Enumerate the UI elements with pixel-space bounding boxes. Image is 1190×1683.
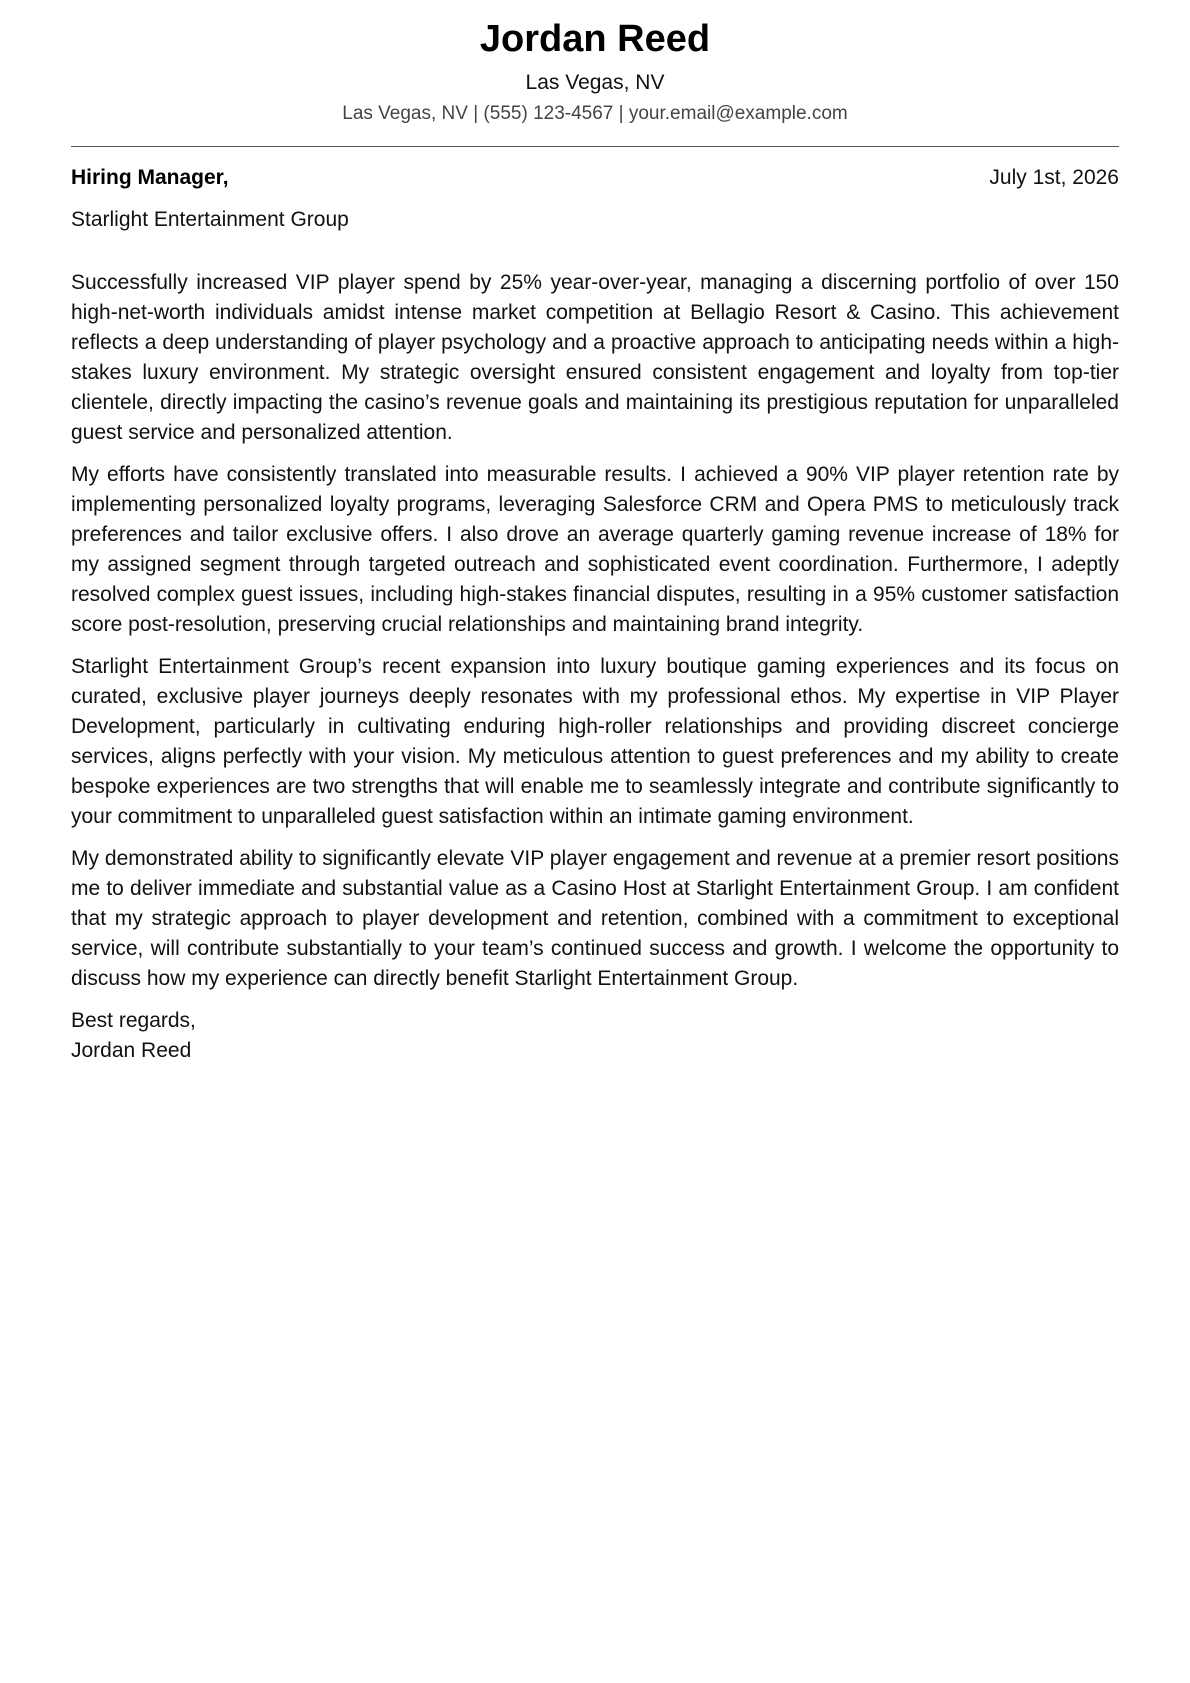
body-paragraph-1: Successfully increased VIP player spend by 25% year-over-year, managing a discerning portfolio of over 150 high-net-worth individuals amidst intense market competition at Bellagio Resort & Casino. This achievement reflects a deep understanding of player psychology and a proactive approach to anticipating needs within a high-stakes luxury environment. My strategic oversight ensured consistent engagement and loyalty from top-tier clientele, directly impacting the casino’s revenue goals and maintaining its prestigious reputation for unparalleled guest service and personalized attention. [71,271,1119,444]
recipient-salutation: Hiring Manager, [71,166,229,189]
letter-header [71,0,1119,128]
recipient-company: Starlight Entertainment Group [71,208,349,231]
body-paragraph-3: Starlight Entertainment Group’s recent expansion into luxury boutique gaming experiences and its focus on curated, exclusive player journeys deeply resonates with my professional ethos. My expertise in VIP Player Development, particularly in cultivating enduring high-roller relationships and providing discreet concierge services, aligns perfectly with your vision. My meticulous attention to guest preferences and my ability to create bespoke experiences are two strengths that will enable me to seamlessly integrate and contribute significantly to your commitment to unparalleled guest satisfaction within an intimate gaming environment. [71,655,1119,828]
body-paragraph-2: My efforts have consistently translated into measurable results. I achieved a 90% VIP player retention rate by implementing personalized loyalty programs, leveraging Salesforce CRM and Opera PMS to meticulously track preferences and tailor exclusive offers. I also drove an average quarterly gaming revenue increase of 18% for my assigned segment through targeted outreach and sophisticated event coordination. Furthermore, I adeptly resolved complex guest issues, including high-stakes financial disputes, resulting in a 95% customer satisfaction score post-resolution, preserving crucial relationships and maintaining brand integrity. [71,463,1119,636]
header-divider [71,146,1119,147]
letter-body [71,268,1119,994]
applicant-name: Jordan Reed [479,18,711,60]
body-paragraph-4: My demonstrated ability to significantly elevate VIP player engagement and revenue at a premier resort positions me to deliver immediate and substantial value as a Casino Host at Starlight Entertainment Group. I am confident that my strategic approach to player development and retention, combined with a commitment to exceptional service, will contribute substantially to your team’s continued success and growth. I welcome the opportunity to discuss how my experience can directly benefit Starlight Entertainment Group. [71,847,1119,990]
applicant-contact-line: Las Vegas, NV | (555) 123-4567 | your.email@example.com [342,103,848,124]
applicant-location: Las Vegas, NV [525,71,665,94]
letter-closing [71,1006,1119,1066]
closing-phrase: Best regards, [71,1009,196,1032]
recipient-date-row [71,163,1119,193]
letter-date: July 1st, 2026 [989,166,1119,189]
signature-name: Jordan Reed [71,1039,192,1062]
